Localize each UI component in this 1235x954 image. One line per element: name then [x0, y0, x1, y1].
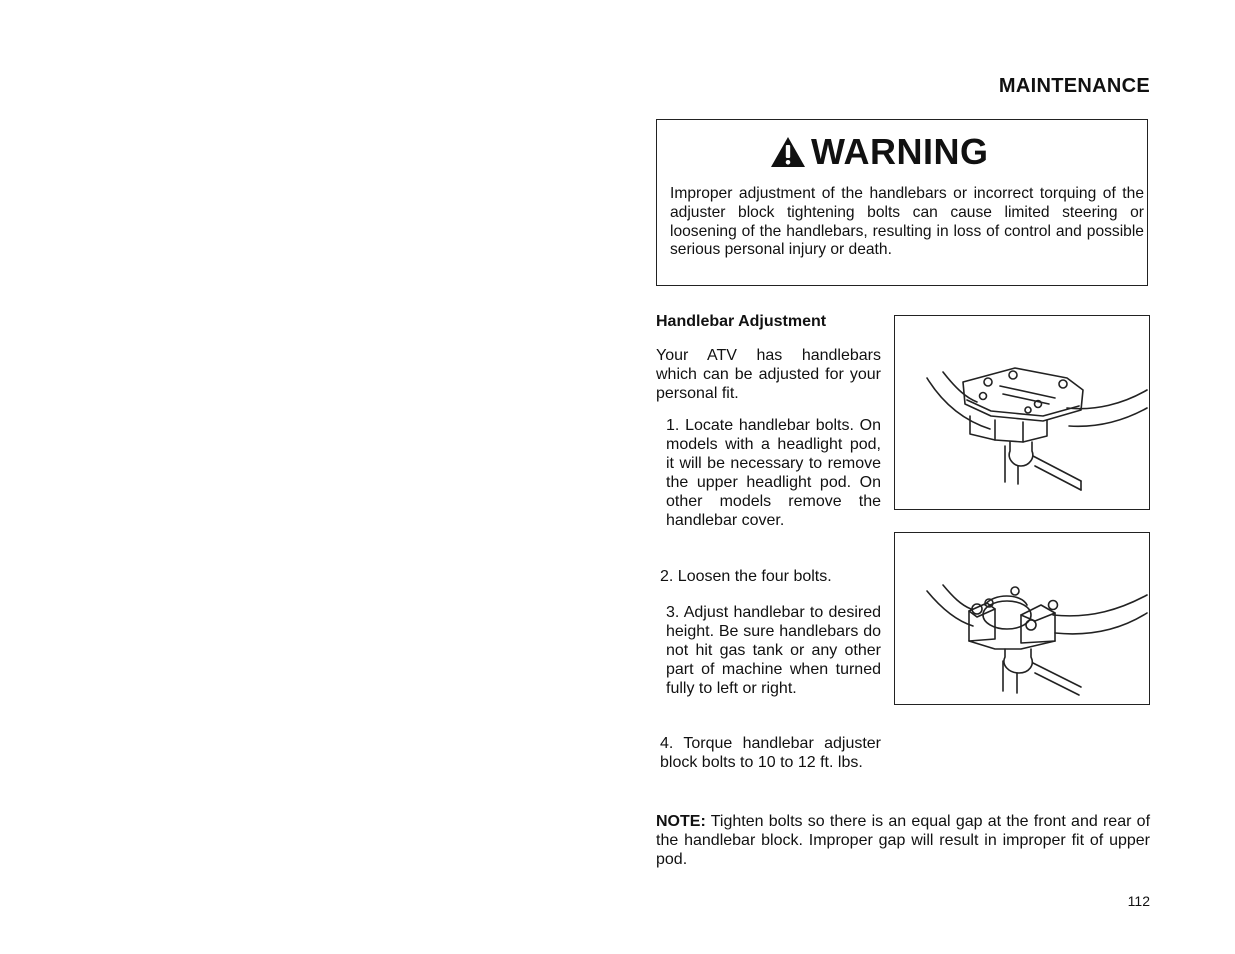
step-number: 3. — [666, 604, 680, 621]
handlebar-adjuster-block-figure — [894, 532, 1150, 705]
step-4 — [660, 734, 881, 772]
note-label: NOTE: — [656, 813, 706, 830]
step-text: Adjust handlebar to desired height. Be sure handlebars do not hit gas tank or any other part of machine when turned fully to left or right. — [666, 604, 882, 697]
page-number: 112 — [1127, 893, 1150, 909]
step-1 — [666, 416, 881, 530]
section-title: MAINTENANCE — [998, 75, 1150, 97]
step-number: 4. — [660, 735, 674, 752]
warning-box — [656, 119, 1148, 286]
section-heading: Handlebar Adjustment — [656, 313, 827, 330]
step-text: Torque handlebar adjuster block bolts to 10 to 12 ft. lbs. — [660, 735, 882, 771]
handlebar-with-cover-illustration — [895, 316, 1148, 508]
warning-triangle-icon — [769, 135, 807, 169]
warning-title: WARNING — [811, 131, 989, 172]
handlebar-with-cover-figure — [894, 315, 1150, 510]
step-text: Loosen the four bolts. — [677, 568, 832, 585]
step-text: Locate handlebar bolts. On models with a headlight pod, it will be necessary to remove the upper headlight pod. On other models remove the handlebar cover. — [666, 417, 881, 529]
step-2 — [660, 567, 885, 586]
note-text: Tighten bolts so there is an equal gap at the front and rear of the handlebar block. Improper gap will result in improper fit of upper pod. — [656, 813, 1151, 868]
note — [656, 812, 1150, 869]
handlebar-adjuster-block-illustration — [895, 533, 1148, 703]
step-3 — [666, 603, 881, 698]
warning-text: Improper adjustment of the handlebars or incorrect torquing of the adjuster block tightening bolts can cause limited steering or loosening of the handlebars, resulting in loss of control and possible serious personal injury or death. — [670, 185, 1144, 259]
warning-header — [769, 132, 989, 172]
intro-paragraph: Your ATV has handlebars which can be adjusted for your personal fit. — [656, 347, 881, 402]
step-number: 2. — [660, 568, 674, 585]
step-number: 1. — [666, 417, 680, 434]
